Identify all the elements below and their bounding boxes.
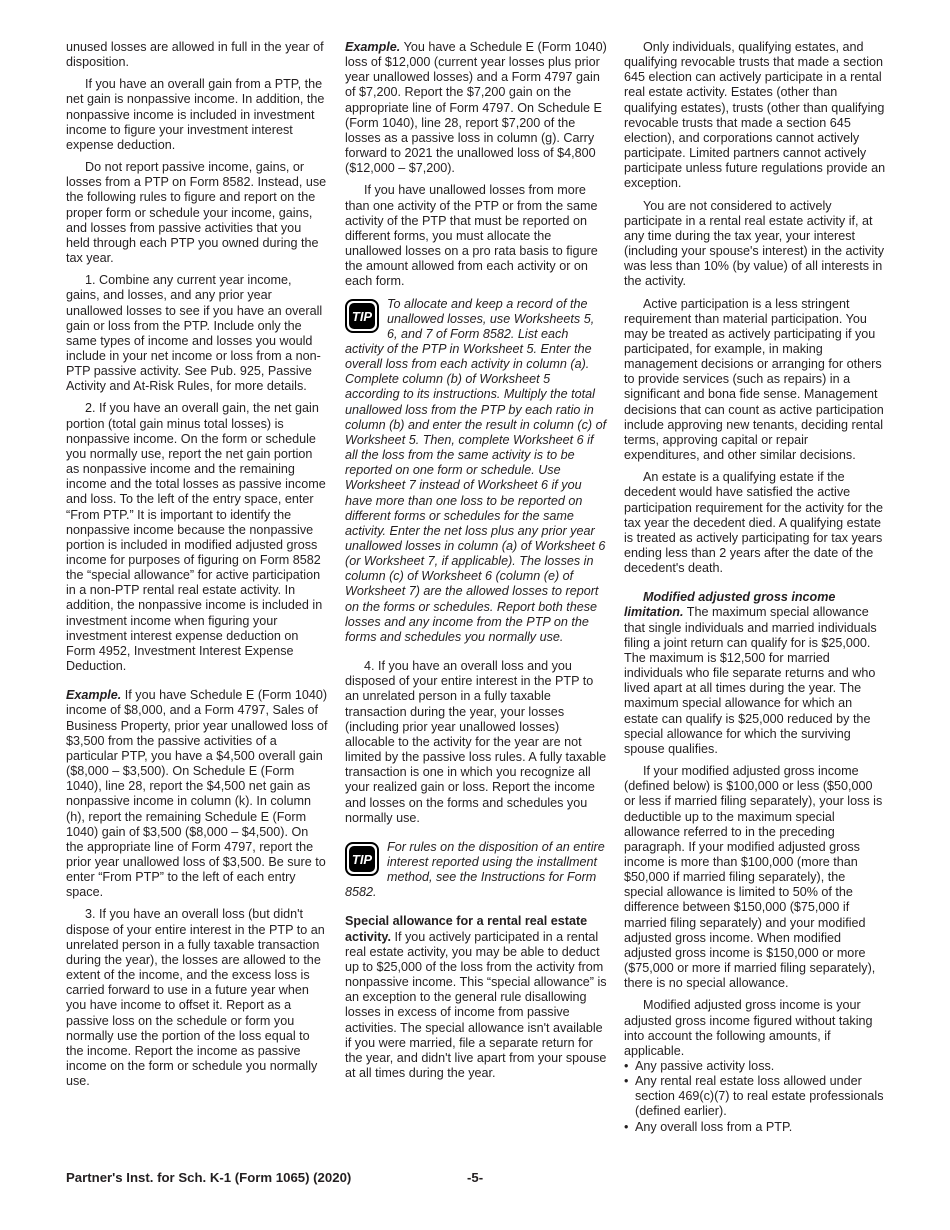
numbered-rule-4: 4. If you have an overall loss and you disposed of your entire interest in the PTP to an unrelated person in a fully taxable transaction during the year, your losses (including prior year unallowed losses) allocable to the activity for the year are not limited by the passive loss rules. A fully taxable transaction is one in which you recognize all your realized gain or loss. Report the income and losses on the forms and schedules you normally use. — [345, 659, 607, 825]
paragraph: If you have an overall gain from a PTP, the net gain is nonpassive income. In addition, the nonpassive income is included in investment income to figure your investment interest expense deduction. — [66, 77, 325, 152]
paragraph: Modified adjusted gross income is your adjusted gross income figured without taking into account the following amounts, if applicable. — [624, 998, 873, 1058]
example-text: You have a Schedule E (Form 1040) loss of $12,000 (current year losses plus prior year unallowed losses) and a Form 4797 gain of $7,200. Report the $7,200 gain on the appropriate line of Form 4797. On Schedule E (Form 1040), line 28, report $7,200 of the losses as a passive loss in column (g). Carry forward to 2021 the unallowed loss of $4,800 ($12,000 – $7,200). — [345, 40, 607, 176]
tip-text: To allocate and keep a record of the unallowed losses, use Worksheets 5, 6, and 7 of Form 8582. List each activity of the PTP in Worksheet 5. Enter the overall loss from each activity in column (a). Complete column (b) of Worksheet 5 according to its instructions. Multiply the total unallowed loss from the PTP by each ratio in column (b) and enter the result in column (c) of Worksheet 5. Then, complete Worksheet 6 if all the loss from the same activity is to be reported on one form or schedule. Use Worksheet 7 instead of Worksheet 6 if you have more than one loss to be reported on different forms or schedules for the same activity. Enter the net loss plus any prior year unallowed losses in column (a) of Worksheet 6 (or Worksheet 7, if applicable). The losses in column (c) of Worksheet 6 (column (e) of Worksheet 7) are the allowed losses to report on the forms or schedules. Report both these losses and any income from the PTP on the forms and schedules you normally use. — [345, 296, 607, 644]
section-text: If you actively participated in a rental real estate activity, you may be able to deduct up to $25,000 of the loss from the activity from nonpassive income. This “special allowance” is an exception to the general rule disallowing losses in excess of income from passive activities. The special allowance isn't available if you were married, file a separate return for the year, and didn't live apart from your spouse at all times during the year. — [345, 929, 607, 1080]
section-text: The maximum special allowance that single individuals and married individuals filing a joint return can qualify for is $25,000. The maximum is $12,500 for married individuals who file separate returns and who lived apart at all times during the year. The maximum special allowance for which an estate can qualify is $25,000 reduced by the special allowance for which the surviving spouse qualifies. — [624, 605, 877, 756]
paragraph: If your modified adjusted gross income (defined below) is $100,000 or less ($50,000 or less if married filing separately), your loss is deductible up to the maximum special allowance referred to in the preceding paragraph. If your modified adjusted gross income is more than $100,000 (more than $50,000 if married filing separately), the special allowance is limited to 50% of the difference between $150,000 ($75,000 if married filing separately) and your modified adjusted gross income. When modified adjusted gross income is $150,000 or more ($75,000 or more if married filing separately), there is no special allowance. — [624, 764, 883, 991]
tip-icon — [345, 299, 379, 333]
tip-icon-label: TIP — [351, 308, 373, 324]
example-lead: Example. — [345, 40, 401, 54]
column-1 — [66, 40, 328, 1096]
section-heading: Modified adjusted gross income limitation. — [624, 590, 836, 620]
list-item: • Any rental real estate loss allowed under section 469(c)(7) to real estate professionals (defined earlier). — [624, 1074, 886, 1119]
example-lead: Example. — [66, 688, 122, 703]
tip-text: For rules on the disposition of an entire interest reported using the installment method, see the Instructions for Form 8582. — [345, 839, 605, 900]
list-item: • Any overall loss from a PTP. — [624, 1120, 886, 1135]
magi-paragraph — [624, 590, 886, 757]
paragraph: Active participation is a less stringent requirement than material participation. You may be treated as actively participating if you participated, for example, in making management decisions or arranging for others to provide services (such as repairs) in a significant and bona fide sense. Management decisions that can count as active participation include approving new tenants, deciding rental terms, approving capital or repair expenditures, and other similar decisions. — [624, 296, 884, 463]
tip-icon-label: TIP — [351, 851, 373, 867]
list-item: • Any passive activity loss. — [624, 1059, 886, 1074]
example-text: If you have Schedule E (Form 1040) income of $8,000, and a Form 4797, Sales of Business Property, prior year unallowed loss of $3,500 from the passive activities of a particular PTP, you have a $4,500 overall gain ($8,000 – $3,500). On Schedule E (Form 1040), line 28, report the $4,500 net gain as nonpassive income in column (k). In column (h), report the remaining Schedule E (Form 1040) gain of $3,500 ($8,000 – $4,500). On the appropriate line of Form 4797, report the prior year unallowed loss of $3,500. Be sure to enter “From PTP” to the left of each entry space. — [66, 688, 328, 900]
footer-title: Partner's Inst. for Sch. K-1 (Form 1065) (2020) — [66, 1170, 352, 1185]
column-3 — [624, 40, 886, 1135]
tip-icon — [345, 842, 379, 876]
paragraph: If you have unallowed losses from more than one activity of the PTP or from the same activity of the PTP that must be reported on different forms, you must allocate the unallowed losses on a pro rata basis to figure the amount allowed from each activity or on each form. — [345, 183, 598, 289]
paragraph: Do not report passive income, gains, or losses from a PTP on Form 8582. Instead, use the following rules to figure and report on the proper form or schedule your income, gains, and losses from passive activities that you held through each PTP you owned during the tax year. — [66, 160, 327, 266]
bullet-list — [624, 1059, 886, 1135]
paragraph: You are not considered to actively participate in a rental real estate activity if, at any time during the tax year, your interest (including your spouse's interest) in the activity was less than 10% (by value) of all interests in the activity. — [624, 198, 884, 289]
page-number: -5- — [467, 1170, 484, 1185]
section-heading: Special allowance for a rental real estate activity. — [345, 914, 588, 944]
paragraph: Only individuals, qualifying estates, and qualifying revocable trusts that made a section 645 election can actively participate in a rental real estate activity. Estates (other than qualifying estates), trusts (other than qualifying revocable trusts that made a section 645 election), and corporations cannot actively participate. Limited partners cannot actively participate unless future regulations provide an exception. — [624, 40, 886, 191]
special-allowance-paragraph — [345, 914, 607, 1081]
example-paragraph — [345, 40, 607, 176]
paragraph: unused losses are allowed in full in the year of disposition. — [66, 40, 324, 70]
numbered-rule-2: 2. If you have an overall gain, the net gain portion (total gain minus total losses) is nonpassive income. On the form or schedule you normally use, report the net gain portion as nonpassive income and the remaining income and the total losses as passive income and loss. To the left of the entry space, enter “From PTP.” It is important to identify the nonpassive income because the nonpassive portion is included in modified adjusted gross income for purposes of figuring on Form 8582 the “special allowance” for active participation in a non-PTP rental real estate activity. In addition, the nonpassive income is included in investment income when figuring your investment interest expense deduction on Form 4952, Investment Interest Expense Deduction. — [66, 401, 326, 674]
numbered-rule-3: 3. If you have an overall loss (but didn't dispose of your entire interest in the PTP to an unrelated person in a fully taxable transaction during the year), the losses are allowed to the extent of the income, and the excess loss is carried forward to use in a future year when you have income to offset it. Report as a passive loss on the schedule or form you normally use the portion of the loss equal to the income. Report the income as passive income on the form or schedule you normally use. — [66, 907, 325, 1089]
example-paragraph — [66, 688, 328, 900]
tip-note — [345, 297, 607, 646]
numbered-rule-1: 1. Combine any current year income, gains, and losses, and any prior year unallowed losses to see if you have an overall gain or loss from the PTP. Include only the same types of income and losses you would include in your net income or loss from a non-PTP passive activity. See Pub. 925, Passive Activity and At-Risk Rules, for more details. — [66, 273, 323, 394]
paragraph: An estate is a qualifying estate if the decedent would have satisfied the active participation requirement for the activity for the tax year the decedent died. A qualifying estate is treated as actively participating for tax years ending less than 2 years after the date of the decedent's death. — [624, 470, 883, 576]
column-2 — [345, 40, 607, 1088]
tip-note — [345, 840, 607, 901]
